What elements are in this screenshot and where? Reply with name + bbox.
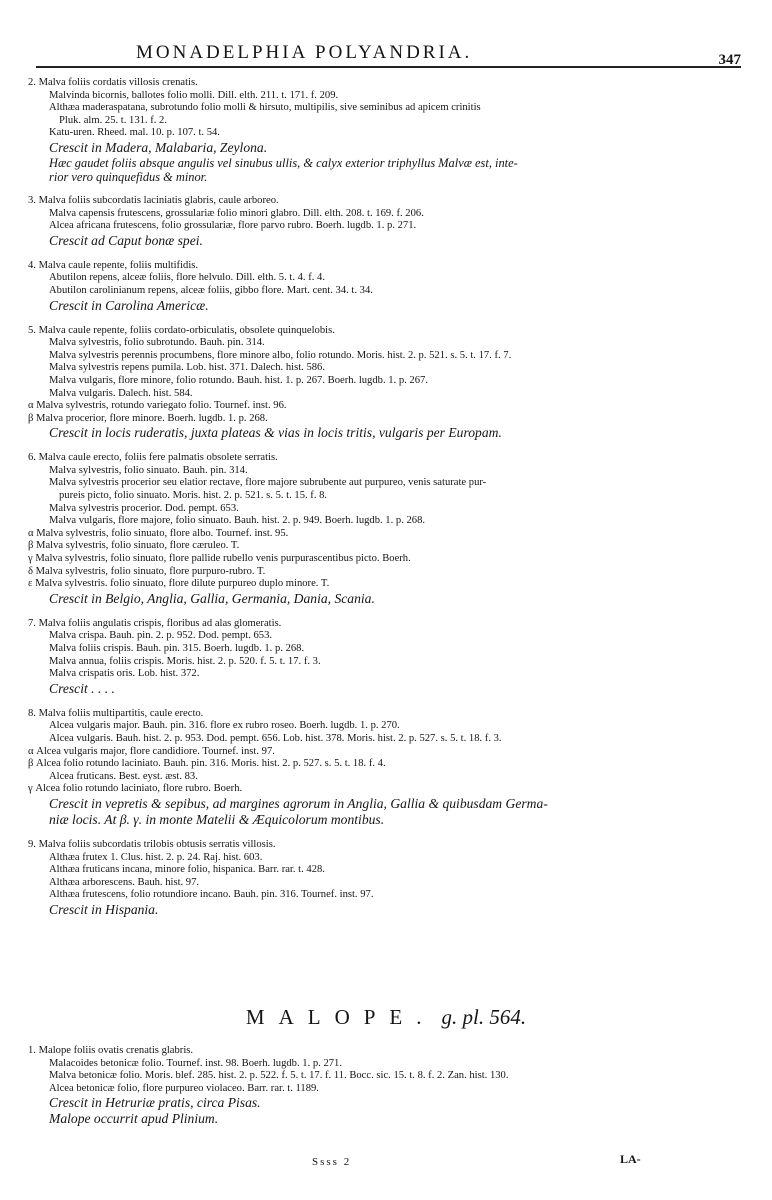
variety-line: β Malva procerior, flore minore. Boerh. lugdb. 1. p. 268. — [28, 412, 268, 424]
note-line: Hæc gaudet foliis absque angulis vel sinubus ullis, & calyx exterior triphyllus Malvæ est, inte- — [49, 155, 518, 170]
genus-heading — [0, 1005, 772, 1030]
species-entry — [28, 325, 750, 442]
synonym-line: Malva betonicæ folio. Moris. blef. 285. hist. 2. p. 522. f. 5. t. 17. f. 11. Bocc. sic. 15. t. 8. f. 2. Zan. hist. 130. — [49, 1070, 509, 1082]
variety-line: ε Malva sylvestris. folio sinuato, flore dilute purpureo duplo minore. T. — [28, 578, 330, 590]
species-entry — [28, 618, 750, 697]
habitat-line: Malope occurrit apud Plinium. — [49, 1111, 219, 1127]
habitat-line: Crescit in Hispania. — [49, 901, 159, 917]
page-header — [36, 42, 741, 70]
variety-line: β Malva sylvestris, folio sinuato, flore cæruleo. T. — [28, 540, 240, 552]
species-entry — [28, 260, 750, 314]
diagnosis-line: 7. Malva foliis angulatis crispis, floribus ad alas glomeratis. — [28, 617, 282, 629]
variety-line: δ Malva sylvestris, folio sinuato, flore purpuro-rubro. T. — [28, 565, 266, 577]
species-entry — [28, 77, 750, 184]
note-line: rior vero quinquefidus & minor. — [49, 169, 208, 184]
synonym-line: Malva sylvestris perennis procumbens, flore minore albo, folio rotundo. Moris. hist. 2. p. 521. s. 5. t. 17. f. 7. — [49, 349, 512, 361]
synonym-line: Althæa arborescens. Bauh. hist. 97. — [49, 876, 200, 888]
habitat-line: Crescit . . . . — [49, 680, 115, 696]
species-entries — [28, 77, 750, 929]
synonym-line: Althæa frutex 1. Clus. hist. 2. p. 24. Raj. hist. 603. — [49, 851, 263, 863]
habitat-line: Crescit in Carolina Americæ. — [49, 297, 209, 313]
habitat-line: niæ locis. At β. γ. in monte Matelii & Æquicolorum montibus. — [49, 811, 385, 827]
synonym-line: Malva vulgaris. Dalech. hist. 584. — [49, 387, 193, 399]
habitat-line: Crescit in vepretis & sepibus, ad margines agrorum in Anglia, Gallia & quibusdam Germa- — [49, 795, 548, 811]
diagnosis-line: 2. Malva foliis cordatis villosis crenatis. — [28, 77, 198, 88]
header-rule — [36, 66, 741, 68]
synonym-line: Malva sylvestris, folio sinuato. Bauh. pin. 314. — [49, 464, 248, 476]
habitat-line: Crescit in Hetruriæ pratis, circa Pisas. — [49, 1095, 261, 1111]
synonym-line: Alcea betonicæ folio, flore purpureo violaceo. Barr. rar. t. 1189. — [49, 1082, 319, 1094]
synonym-line: Malva foliis crispis. Bauh. pin. 315. Boerh. lugdb. 1. p. 268. — [49, 643, 305, 654]
synonym-line: Alcea vulgaris major. Bauh. pin. 316. flore ex rubro roseo. Boerh. lugdb. 1. p. 270. — [49, 720, 400, 732]
variety-line: α Alcea vulgaris major, flore candidiore. Tournef. inst. 97. — [28, 745, 275, 757]
habitat-line: Crescit in locis ruderatis, juxta plateas & vias in locis tritis, vulgaris per Europam. — [49, 425, 502, 441]
variety-line: α Malva sylvestris, folio sinuato, flore albo. Tournef. inst. 95. — [28, 527, 289, 539]
signature-mark: Ssss 2 — [312, 1156, 352, 1168]
diagnosis-line: 5. Malva caule repente, foliis cordato-orbiculatis, obsolete quinquelobis. — [28, 324, 335, 336]
species-entry — [28, 195, 750, 249]
running-head: MONADELPHIA POLYANDRIA. — [136, 42, 473, 63]
habitat-line: Crescit in Belgio, Anglia, Gallia, Germania, Dania, Scania. — [49, 590, 375, 606]
species-entry — [28, 708, 750, 828]
diagnosis-line: 1. Malope foliis ovatis crenatis glabris. — [28, 1045, 194, 1056]
variety-line: β Alcea folio rotundo laciniato. Bauh. pin. 316. Moris. hist. 2. p. 527. s. 5. t. 18. f. 4. — [28, 758, 386, 770]
synonym-line: Malvinda bicornis, ballotes folio molli. Dill. elth. 211. t. 171. f. 209. — [49, 89, 339, 101]
synonym-line: Alcea vulgaris. Bauh. hist. 2. p. 953. Dod. pempt. 656. Lob. hist. 378. Moris. hist. 2. p. 527. s. 5. t. 18. f. 3. — [49, 732, 502, 744]
synonym-line: Abutilon repens, alceæ foliis, flore helvulo. Dill. elth. 5. t. 4. f. 4. — [49, 272, 325, 284]
page-number: 347 — [718, 52, 741, 68]
synonym-line: Malva sylvestris procerior seu elatior rectave, flore majore subrubente aut purpureo, venis saturate pur- — [49, 477, 487, 489]
synonym-line: Malva vulgaris, flore majore, folio sinuato. Bauh. hist. 2. p. 949. Boerh. lugdb. 1. p. 268. — [49, 515, 426, 527]
synonym-line: Alcea africana frutescens, folio grossulariæ, flore parvo rubro. Boerh. lugdb. 1. p. 271. — [49, 220, 417, 232]
synonym-line: Malva capensis frutescens, grossulariæ folio minori glabro. Dill. elth. 208. t. 169. f. 206. — [49, 207, 424, 219]
diagnosis-line: 3. Malva foliis subcordatis laciniatis glabris, caule arboreo. — [28, 194, 279, 206]
diagnosis-line: 4. Malva caule repente, foliis multifidis. — [28, 259, 199, 271]
malope-entry — [28, 1045, 750, 1127]
species-entry — [28, 452, 750, 607]
diagnosis-line: 9. Malva foliis subcordatis trilobis obtusis serratis villosis. — [28, 838, 276, 850]
genus-reference: g. pl. 564. — [441, 1005, 527, 1029]
synonym-line: Malva vulgaris, flore minore, folio rotundo. Bauh. hist. 1. p. 267. Boerh. lugdb. 1. p. 267. — [49, 374, 428, 386]
catchword: LA- — [620, 1152, 641, 1166]
synonym-line: Althæa fruticans incana, minore folio, hispanica. Barr. rar. t. 428. — [49, 864, 325, 876]
species-entry — [28, 839, 750, 918]
continuation-line: Pluk. alm. 25. t. 131. f. 2. — [59, 114, 167, 126]
habitat-line: Crescit in Madera, Malabaria, Zeylona. — [49, 139, 268, 155]
synonym-line: Abutilon carolinianum repens, alceæ foliis, gibbo flore. Mart. cent. 34. t. 34. — [49, 284, 373, 296]
variety-line: γ Alcea folio rotundo laciniato, flore rubro. Boerh. — [28, 783, 243, 795]
synonym-line: Althæa frutescens, folio rotundiore incano. Bauh. pin. 316. Tournef. inst. 97. — [49, 889, 374, 901]
diagnosis-line: 6. Malva caule erecto, foliis fere palmatis obsolete serratis. — [28, 452, 278, 464]
synonym-line: Malva sylvestris, folio subrotundo. Bauh. pin. 314. — [49, 337, 265, 349]
synonym-line: Malacoides betonicæ folio. Tournef. inst. 98. Boerh. lugdb. 1. p. 271. — [49, 1057, 342, 1069]
continuation-line: pureis picto, folio sinuato. Moris. hist. 2. p. 521. s. 5. t. 15. f. 8. — [59, 490, 328, 502]
synonym-line: Malva crispatis oris. Lob. hist. 372. — [49, 668, 200, 680]
variety-line: γ Malva sylvestris, folio sinuato, flore pallide rubello venis purpurascentibus picto. Boerh. — [28, 553, 411, 565]
habitat-line: Crescit ad Caput bonæ spei. — [49, 232, 203, 248]
synonym-line: Malva annua, foliis crispis. Moris. hist. 2. p. 520. f. 5. t. 17. f. 3. — [49, 655, 321, 667]
synonym-line: Alcea fruticans. Best. eyst. æst. 83. — [49, 770, 198, 782]
genus-name: MALOPE. — [245, 1005, 436, 1029]
synonym-line: Katu-uren. Rheed. mal. 10. p. 107. t. 54. — [49, 127, 220, 139]
synonym-line: Althæa maderaspatana, subrotundo folio molli & hirsuto, multipilis, sive seminibus ad apicem crinitis — [49, 102, 481, 114]
synonym-line: Malva sylvestris repens pumila. Lob. hist. 371. Dalech. hist. 586. — [49, 362, 325, 374]
diagnosis-line: 8. Malva foliis multipartitis, caule erecto. — [28, 707, 204, 719]
variety-line: α Malva sylvestris, rotundo variegato folio. Tournef. inst. 96. — [28, 400, 287, 412]
synonym-line: Malva sylvestris procerior. Dod. pempt. 653. — [49, 502, 239, 514]
synonym-line: Malva crispa. Bauh. pin. 2. p. 952. Dod. pempt. 653. — [49, 630, 273, 642]
